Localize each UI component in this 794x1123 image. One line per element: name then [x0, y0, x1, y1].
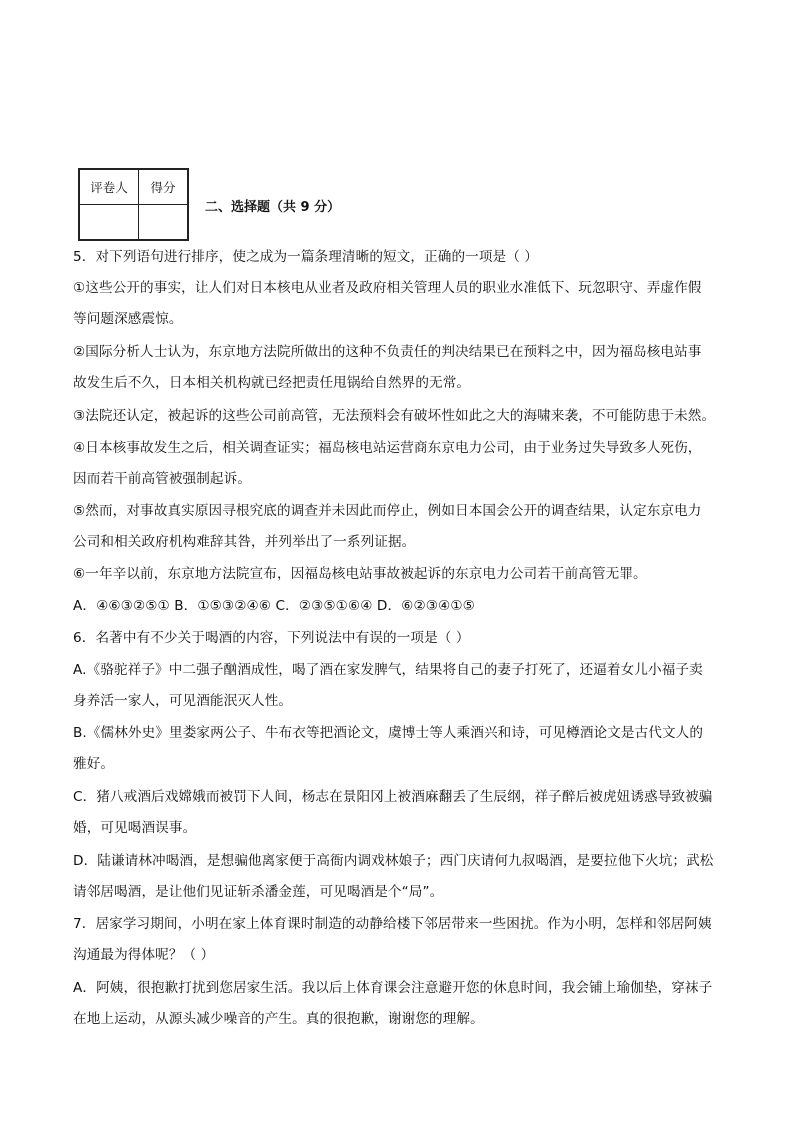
text-line: 沟通最为得体呢？（ ） — [73, 947, 215, 963]
text-line: A．阿姨，很抱歉打扰到您居家生活。我以后上体育课会注意避开您的休息时间，我会铺上瑜伽垫，穿袜子 — [73, 980, 713, 996]
answer-options: A．④⑥③②⑤① B．①⑤③②④⑥ C．②③⑤①⑥④ D．⑥②③④①⑤ — [73, 598, 475, 614]
text-line: 婚，可见喝酒误事。 — [73, 820, 197, 836]
text-line: ⑥一年辛以前，东京地方法院宣布，因福岛核电站事故被起诉的东京电力公司若干前高管无罪。 — [73, 566, 647, 582]
grader-cell[interactable] — [79, 205, 139, 241]
text-line: B.《儒林外史》里娄家两公子、牛布衣等把酒论文，虞博士等人乘酒兴和诗，可见樽酒论文是古代文人的 — [73, 725, 704, 741]
section-title: 二、选择题（共 9 分） — [205, 200, 341, 215]
text-line: 在地上运动，从源头减少噪音的产生。真的很抱歉，谢谢您的理解。 — [73, 1011, 484, 1027]
grader-header: 评卷人 — [79, 169, 139, 205]
text-line: ①这些公开的事实，让人们对日本核电从业者及政府相关管理人员的职业水准低下、玩忽职守、弄虚作假 — [73, 280, 702, 296]
text-line: 雅好。 — [73, 756, 115, 772]
text-line: 公司和相关政府机构难辞其咎，并列举出了一系列证据。 — [73, 534, 416, 550]
text-line: 身养活一家人，可见酒能泯灭人性。 — [73, 693, 293, 709]
text-line: D．陆谦请林冲喝酒，是想骗他离家便于高衙内调戏林娘子；西门庆请何九叔喝酒，是要拉他下火坑；武松 — [73, 853, 714, 869]
text-line: 7．居家学习期间，小明在家上体育课时制造的动静给楼下邻居带来一些困扰。作为小明，怎样和邻居阿姨 — [73, 916, 712, 932]
score-cell[interactable] — [139, 205, 189, 241]
score-table — [78, 168, 189, 241]
text-line: 5．对下列语句进行排序，使之成为一篇条理清晰的短文，正确的一项是（ ） — [73, 249, 539, 265]
text-line: A.《骆驼祥子》中二强子酗酒成性，喝了酒在家发脾气，结果将自己的妻子打死了，还逼着女儿小福子卖 — [73, 662, 703, 678]
text-line: 故发生后不久，日本相关机构就已经把责任甩锅给自然界的无常。 — [73, 375, 471, 391]
text-line: 等问题深感震惊。 — [73, 311, 183, 327]
text-line: C．猪八戒酒后戏嫦娥而被罚下人间，杨志在景阳冈上被酒麻翻丢了生辰纲，祥子醉后被虎妞诱惑导致被骗 — [73, 789, 713, 805]
text-line: 请邻居喝酒，是让他们见证斩杀潘金莲，可见喝酒是个“局”。 — [73, 884, 444, 900]
text-line: ⑤然而，对事故真实原因寻根究底的调查并未因此而停止，例如日本国会公开的调查结果，认定东京电力 — [73, 503, 702, 519]
text-line: ③法院还认定，被起诉的这些公司前高管，无法预料会有破坏性如此之大的海啸来袭，不可能防患于未然。 — [73, 408, 716, 424]
text-line: 6．名著中有不少关于喝酒的内容，下列说法中有误的一项是（ ） — [73, 630, 470, 646]
text-line: ②国际分析人士认为，东京地方法院所做出的这种不负责任的判决结果已在预料之中，因为福岛核电站事 — [73, 344, 702, 360]
text-line: ④日本核事故发生之后，相关调查证实；福岛核电站运营商东京电力公司，由于业务过失导致多人死伤， — [73, 440, 702, 456]
score-header: 得分 — [139, 169, 189, 205]
text-line: 因而若干前高管被强制起诉。 — [73, 471, 252, 487]
